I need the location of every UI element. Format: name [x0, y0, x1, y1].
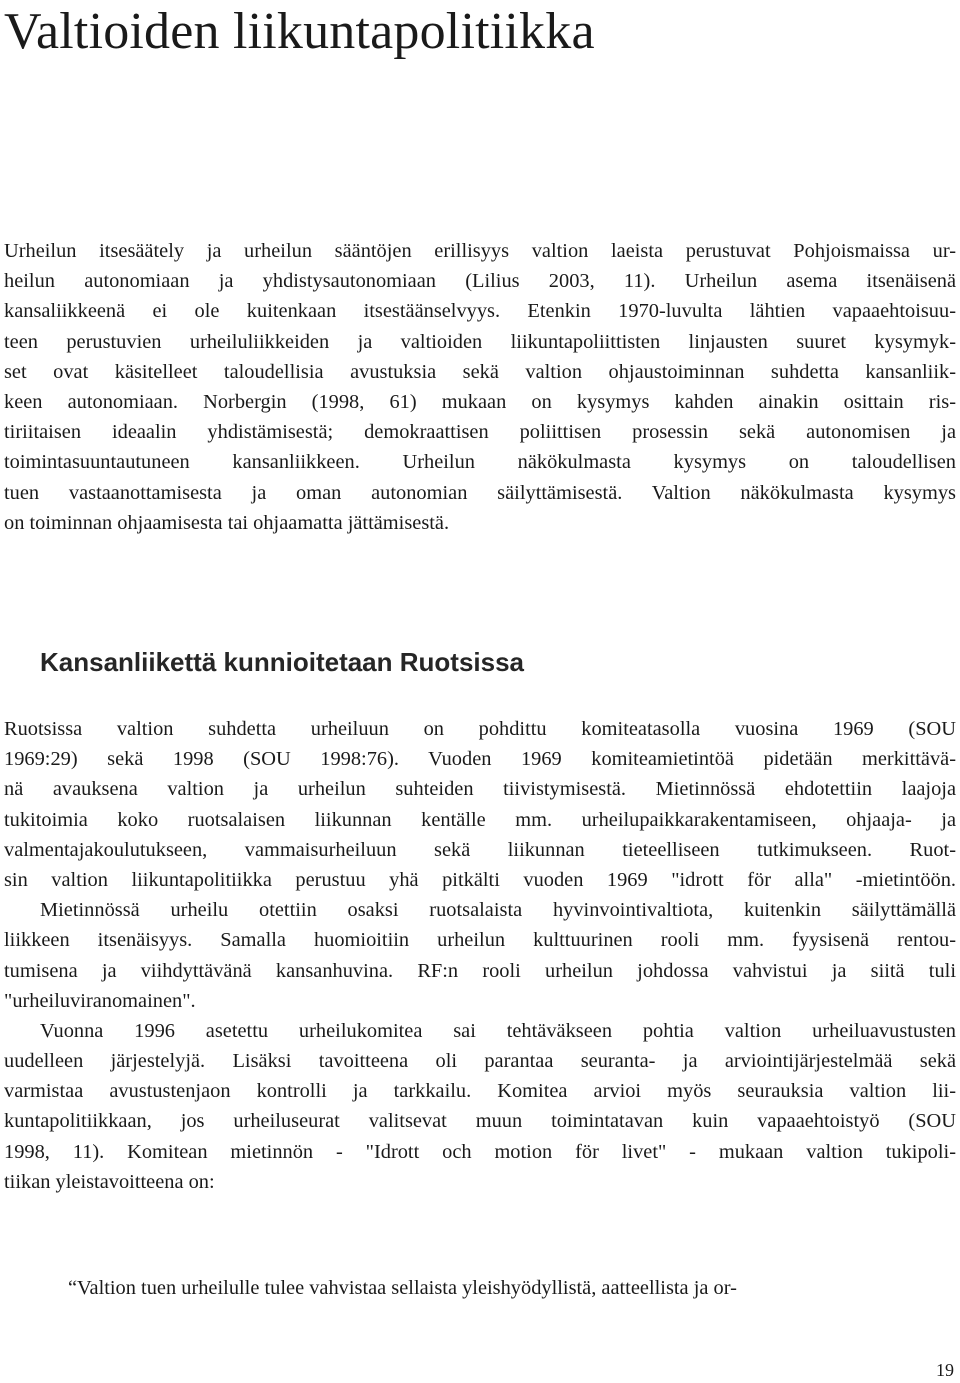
quote-line: “Valtion tuen urheilulle tulee vahvistaa sellaista yleishyödyllistä, aatteellista ja or-: [68, 1277, 737, 1299]
text-line: uudelleen järjestelyjä. Lisäksi tavoitteena oli parantaa seuranta- ja arviointijärjestelmää sekä: [4, 1050, 956, 1073]
text-line: tuen vastaanottamisesta ja oman autonomian säilyttämisestä. Valtion näkökulmasta kysymys: [4, 481, 956, 504]
text-line: 1969:29) sekä 1998 (SOU 1998:76). Vuoden 1969 komiteamietintöä pidetään merkittävä-: [4, 748, 956, 771]
text-line: keen autonomiaan. Norbergin (1998, 61) mukaan on kysymys kahden ainakin osittain ris-: [4, 390, 956, 413]
text-line: Mietinnössä urheilu otettiin osaksi ruotsalaista hyvinvointivaltiota, kuitenkin säilyttämällä: [40, 899, 956, 922]
text-line: Urheilun itsesäätely ja urheilun sääntöjen erillisyys valtion laeista perustuvat Pohjoismaissa ur-: [4, 240, 956, 262]
section-heading: Kansanliikettä kunnioitetaan Ruotsissa: [40, 647, 525, 677]
text-line: "urheiluviranomainen".: [4, 989, 196, 1012]
text-line: 1998, 11). Komitean mietinnön - "Idrott och motion för livet" - mukaan valtion tukipoli-: [4, 1140, 956, 1163]
quote-paragraph: [4, 1273, 956, 1303]
text-line: kuntapolitiikkaan, jos urheiluseurat valitsevat muun toimintatavan kuin vapaaehtoistyö (SOU: [4, 1110, 956, 1133]
text-line: tiikan yleistavoitteena on:: [4, 1170, 215, 1193]
text-line: Vuonna 1996 asetettu urheilukomitea sai tehtäväkseen pohtia valtion urheiluavustusten: [40, 1019, 956, 1042]
text-line: varmistaa avustustenjaon kontrolli ja tarkkailu. Komitea arvioi myös seurauksia valtion lii-: [4, 1080, 956, 1103]
text-line: on toiminnan ohjaamisesta tai ohjaamatta jättämisestä.: [4, 511, 450, 534]
text-line: heilun autonomiaan ja yhdistysautonomiaan (Lilius 2003, 11). Urheilun asema itsenäisenä: [4, 270, 956, 293]
text-line: kansaliikkeenä ei ole kuitenkaan itsestäänselvyys. Etenkin 1970-luvulta lähtien vapaaehtoisuu-: [4, 300, 956, 323]
text-line: valmentajakoulutukseen, vammaisurheiluun sekä liikunnan tieteelliseen tutkimukseen. Ruot-: [4, 838, 956, 861]
text-line: nä avauksena valtion ja urheilun suhteiden tiivistymisestä. Mietinnössä ehdotettiin laajoja: [4, 778, 956, 801]
text-line: tiriitaisen ideaalin yhdistämisestä; demokraattisen poliittisen prosessin sekä autonomisen ja: [4, 421, 956, 444]
text-line: toimintasuuntautuneen kansanliikkeen. Urheilun näkökulmasta kysymys on taloudellisen: [4, 451, 956, 474]
page-title: Valtioiden liikuntapolitiikka: [4, 3, 595, 60]
text-line: set ovat käsitelleet taloudellisia avustuksia sekä valtion ohjaustoiminnan suhdetta kansanliik-: [4, 360, 956, 383]
page-number: 19: [936, 1360, 954, 1380]
text-line: sin valtion liikuntapolitiikka perustuu yhä pitkälti vuoden 1969 "idrott för alla" -mietintöön.: [4, 868, 956, 891]
text-line: teen perustuvien urheiluliikkeiden ja valtioiden liikuntapoliittisten linjausten suuret kysymyk-: [4, 330, 956, 353]
text-line: tukitoimia koko ruotsalaisen liikunnan kentälle mm. urheilupaikkarakentamiseen, ohjaaja- ja: [4, 808, 956, 831]
sweden-paragraphs: [4, 714, 956, 1197]
text-line: Ruotsissa valtion suhdetta urheiluun on pohdittu komiteatasolla vuosina 1969 (SOU: [4, 718, 956, 740]
intro-paragraph: [4, 236, 956, 538]
text-line: liikkeen itsenäisyys. Samalla huomioitiin urheilun kulttuurinen rooli mm. fyysisenä rentou-: [4, 929, 956, 952]
text-line: tumisena ja viihdyttävänä kansanhuvina. RF:n rooli urheilun johdossa vahvistui ja siitä tuli: [4, 959, 956, 982]
